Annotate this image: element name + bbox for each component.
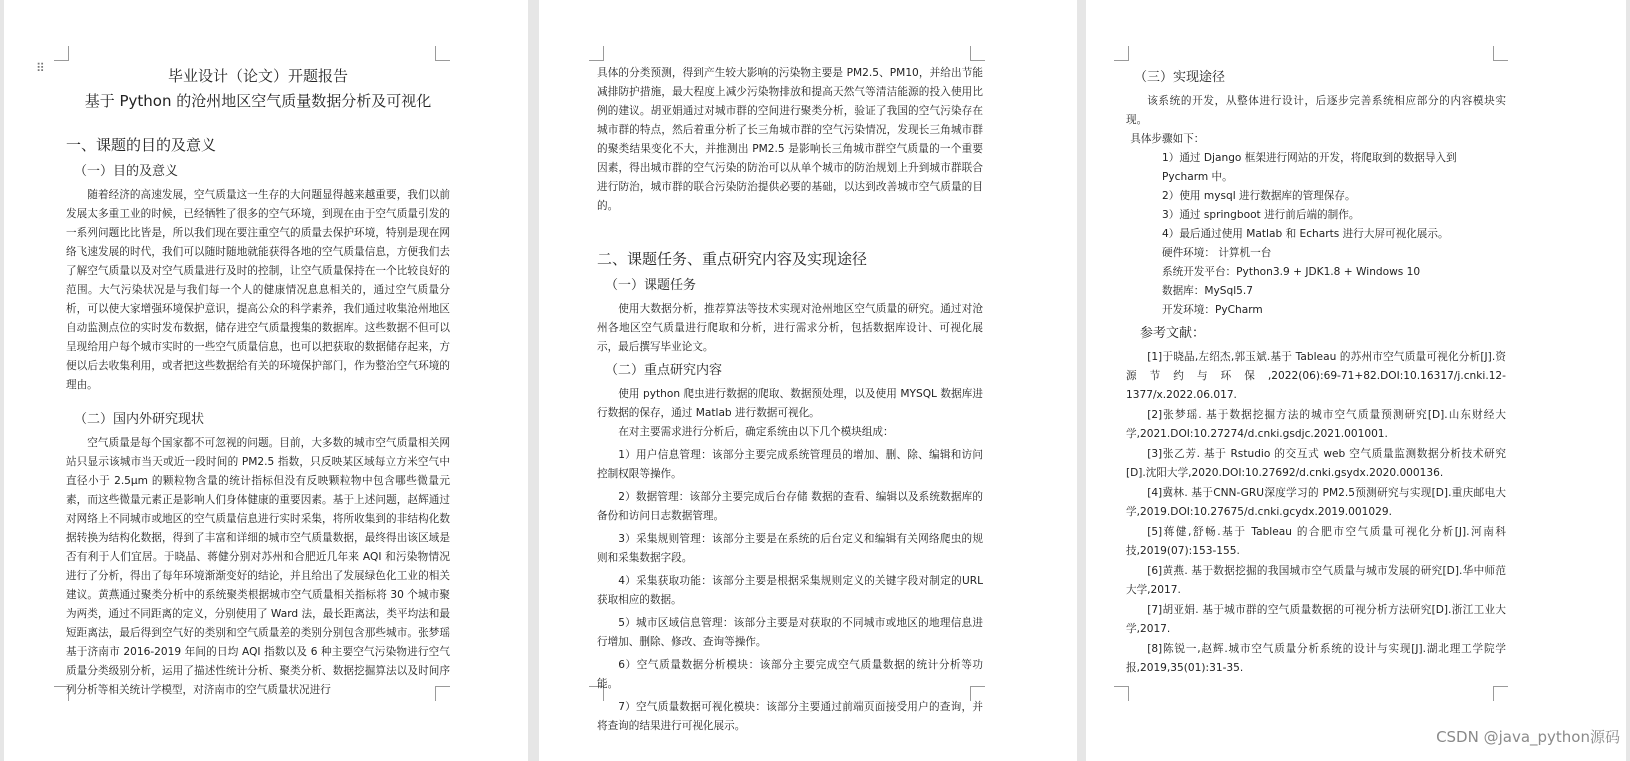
- module-item: 4）采集获取功能：该部分主要是根据采集规则定义的关键字段对制定的URL 获取相应的数据。: [597, 575, 983, 606]
- page-3-content: [1126, 64, 1506, 679]
- reference-item: [7]胡亚娟. 基于城市群的空气质量数据的可视分析方法研究[D].浙江工业大学,2017.: [1126, 604, 1506, 635]
- references-heading: 参考文献：: [1140, 326, 1206, 341]
- document-page-1: [4, 0, 528, 761]
- section-heading: 一、课题的目的及意义: [66, 136, 217, 154]
- step-item: 1）通过 Django 框架进行网站的开发，将爬取到的数据导入到 Pycharm 中。: [1162, 152, 1457, 183]
- reference-item: [1]于晓晶,左绍杰,郭玉斌.基于 Tableau 的苏州市空气质量可视化分析[J].资源节约与环保,2022(06):69-71+82.DOI:10.16317/j.cnki.12-1377/x.2022.06.017.: [1126, 351, 1506, 401]
- reference-item: [6]黄燕. 基于数据挖掘的我国城市空气质量与城市发展的研究[D].华中师范大学,2017.: [1126, 565, 1506, 596]
- report-title: 毕业设计（论文）开题报告: [167, 67, 348, 85]
- reference-item: [3]张乙芳. 基于 Rstudio 的交互式 web 空气质量监测数据分析技术研究[D].沈阳大学,2020.DOI:10.27692/d.cnki.gsydx.2020.000136.: [1126, 448, 1506, 479]
- env-line: 数据库：MySql5.7: [1162, 285, 1254, 297]
- step-item: 2）使用 mysql 进行数据库的管理保存。: [1162, 190, 1356, 202]
- watermark: CSDN @java_python源码: [1436, 728, 1620, 746]
- page-1-content: [66, 64, 450, 700]
- paragraph: 使用大数据分析，推荐算法等技术实现对沧州地区空气质量的研究。通过对沧州各地区空气质量进行爬取和分析，进行需求分析，包括数据库设计、可视化展示，最后撰写毕业论文。: [597, 303, 983, 353]
- module-item: 2）数据管理：该部分主要完成后台存储 数据的查看、编辑以及系统数据库的备份和访问日志数据管理。: [597, 491, 983, 522]
- paragraph: 在对主要需求进行分析后，确定系统由以下几个模块组成：: [618, 426, 894, 438]
- page-2-content: [597, 64, 983, 740]
- reference-item: [4]冀林. 基于CNN-GRU深度学习的 PM2.5预测研究与实现[D].重庆邮电大学,2019.DOI:10.27675/d.cnki.gcydx.2019.001029.: [1126, 487, 1506, 518]
- paragraph: 随着经济的高速发展，空气质量这一生存的大问题显得越来越重要，我们以前发展太多重工业的时候，已经牺牲了很多的空气环境，到现在由于空气质量引发的一系列问题比比皆是，所以我们现在要注重空气的质量去保护环境，特别是现在网络飞速发展的时代，我们可以随时随地就能获得各地的空气质量信息，方便我们去了解空气质量以及对空气质量进行及时的控制，让空气质量保持在一个比较良好的范围。大气污染状况是与我们每一个人的健康情况息息相关的，通过空气质量分析，可以使大家增强环境保护意识，提高公众的科学素养，我们通过收集沧州地区自动监测点位的实时发布数据，储存进空气质量搜集的数据库。这些数据不但可以呈现给用户每个城市实时的一些空气质量信息，也可以把获取的数据储存起来，方便以后去收集利用，或者把这些数据给有关的环境保护部门，作为整治空气环境的理由。: [66, 189, 450, 391]
- crop-mark: [970, 46, 985, 61]
- module-item: 6）空气质量数据分析模块：该部分主要完成空气质量数据的统计分析等功能。: [597, 659, 983, 690]
- crop-mark: [54, 46, 69, 61]
- env-line: 硬件环境： 计算机一台: [1162, 247, 1272, 259]
- steps-label: 具体步骤如下：: [1130, 133, 1205, 145]
- crop-mark: [1493, 46, 1508, 61]
- step-item: 4）最后通过使用 Matlab 和 Echarts 进行大屏可视化展示。: [1162, 228, 1449, 240]
- module-item: 7）空气质量数据可视化模块：该部分主要通过前端页面接受用户的查询，并将查询的结果进行可视化展示。: [597, 701, 983, 732]
- crop-mark: [589, 46, 604, 61]
- subsection-heading: （一）课题任务: [605, 278, 697, 293]
- subsection-heading: （二）重点研究内容: [605, 363, 723, 378]
- drag-handle-icon[interactable]: ⠿: [36, 61, 46, 75]
- reference-item: [8]陈锐一,赵辉.城市空气质量分析系统的设计与实现[J].湖北理工学院学报,2019,35(01):31-35.: [1126, 643, 1506, 674]
- document-page-2: [539, 0, 1077, 761]
- reference-item: [5]蒋健,舒畅.基于 Tableau 的合肥市空气质量可视化分析[J].河南科技,2019(07):153-155.: [1126, 526, 1506, 557]
- step-item: 3）通过 springboot 进行前后端的制作。: [1162, 209, 1360, 221]
- paragraph: 使用 python 爬虫进行数据的爬取、数据预处理，以及使用 MYSQL 数据库进行数据的保存，通过 Matlab 进行数据可视化。: [597, 388, 983, 419]
- report-subtitle: 基于 Python 的沧州地区空气质量数据分析及可视化: [84, 92, 432, 110]
- module-item: 1）用户信息管理：该部分主要完成系统管理员的增加、删、除、编辑和访问控制权限等操作。: [597, 449, 983, 480]
- crop-mark: [1114, 46, 1129, 61]
- subsection-heading: （一）目的及意义: [74, 164, 179, 179]
- subsection-heading: （二）国内外研究现状: [74, 412, 205, 427]
- paragraph: 该系统的开发，从整体进行设计，后逐步完善系统相应部分的内容模块实现。: [1126, 95, 1506, 126]
- env-line: 系统开发平台：Python3.9 + JDK1.8 + Windows 10: [1162, 266, 1421, 278]
- section-heading: 二、课题任务、重点研究内容及实现途径: [597, 250, 868, 268]
- reference-item: [2]张梦瑶. 基于数据挖掘方法的城市空气质量预测研究[D].山东财经大学,2021.DOI:10.27274/d.cnki.gsdjc.2021.001001.: [1126, 409, 1506, 440]
- crop-mark: [435, 46, 450, 61]
- paragraph: 空气质量是每个国家都不可忽视的问题。目前，大多数的城市空气质量相关网站只显示该城市当天或近一段时间的 PM2.5 指数，只反映某区域每立方米空气中直径小于 2.5μm 的颗粒物含量的统计指标但没有反映颗粒物中包含哪些微量元素，而这些微量元素正是影响人们身体健康的重要因素。基于上述问题，赵辉通过对网络上不同城市或地区的空气质量信息进行实时采集，将所收集到的非结构化数据转换为结构化数据，得到了丰富和详细的城市空气质量数据，最终得出该区域是否有利于人们宜居。于晓晶、蒋健分别对苏州和合肥近几年来 AQI 和污染物情况进行了分析，得出了每年环境渐渐变好的结论，并且给出了发展绿色化工业的相关建议。黄燕通过聚类分析中的系统聚类根据城市空气质量相关指标将 30 个城市聚为两类，通过不同距离的定义，分别使用了 Ward 法，最长距离法，类平均法和最短距离法，最后得到空气好的类别和空气质量差的类别分别包含那些城市。张梦瑶基于济南市 2016-2019 年间的日均 AQI 指数以及 6 种主要空气污染物进行空气质量分类级别分析，运用了描述性统计分析、聚类分析、数据挖掘算法以及时间序列分析等相关统计学模型，对济南市的空气质量状况进行: [66, 437, 450, 696]
- subsection-heading: （三）实现途径: [1134, 70, 1226, 85]
- module-item: 5）城市区域信息管理：该部分主要是对获取的不同城市或地区的地理信息进行增加、删除、修改、查询等操作。: [597, 617, 983, 648]
- document-page-3: [1086, 0, 1626, 761]
- module-item: 3）采集规则管理：该部分主要是在系统的后台定义和编辑有关网络爬虫的规则和采集数据字段。: [597, 533, 983, 564]
- paragraph: 具体的分类预测，得到产生较大影响的污染物主要是 PM2.5、PM10，并给出节能减排防护措施，最大程度上减少污染物排放和提高天然气等清洁能源的投入使用比例的建议。胡亚娟通过对城市群的空间进行聚类分析，验证了我国的空气污染存在城市群的特点，然后着重分析了长三角城市群的空气污染情况，发现长三角城市群的聚类结果变化不大，并推测出 PM2.5 是影响长三角城市群空气质量的一个重要因素，得出城市群的空气污染的防治可以从单个城市的防治规划上升到城市群联合进行防治，城市群的联合污染防治提供必要的基础，以达到改善城市空气质量的目的。: [597, 67, 983, 212]
- env-line: 开发环境：PyCharm: [1162, 304, 1263, 316]
- crop-mark: [1493, 686, 1508, 701]
- crop-mark: [1114, 686, 1129, 701]
